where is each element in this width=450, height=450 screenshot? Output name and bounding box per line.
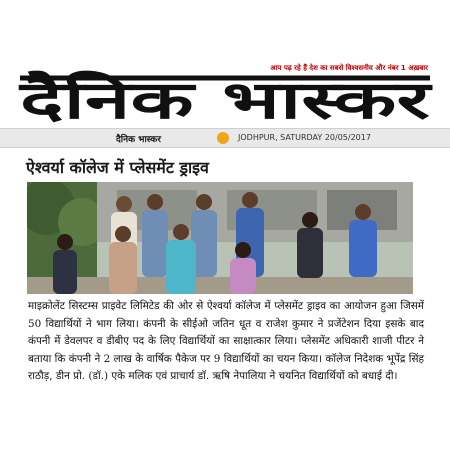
group-photo-icon (27, 182, 413, 294)
dateline: JODHPUR, SATURDAY 20/05/2017 (238, 133, 371, 142)
sun-logo-icon (217, 132, 229, 144)
article-paragraph: माइक्रोलेंट सिस्टम्स प्राइवेट लिमिटेड की ओर से ऐश्वर्या कॉलेज में प्लेसमेंट ड्राइव का आयोजन हुआ जिसमें 50 विद्यार्थियों ने भाग लिया। कंपनी के सीईओ जतिन धूत व राजेश कुमार ने प्रजेंटेशन दिया इसके बाद कंपनी में डेवलपर व डीबीए पद के लिए विद्यार्थियों का साक्षात्कार लिया। प्लेसमेंट अधिकारी शाजी पीटर ने बताया कि कंपनी ने 2 लाख के वार्षिक पैकेज पर 9 विद्यार्थियों का चयन किया। कॉलेज निदेशक भूपेंद्र सिंह राठौड़, डीन प्रो. (डॉ.) एके मलिक एवं प्राचार्य डॉ. ऋषि नेपालिया ने चयनित विद्यार्थियों को बधाई दी। (28, 300, 424, 383)
newspaper-logo (12, 68, 438, 126)
logo-text: दैनिक भास्कर (20, 71, 280, 126)
article-headline: ऐश्वर्या कॉलेज में प्लेसमेंट ड्राइव (26, 158, 209, 177)
info-bar (0, 128, 450, 148)
article-body (28, 298, 424, 386)
masthead-tagline: आप पढ़ रहे हैं देश का सबसे विश्वसनीय और नंबर 1 अख़बार (270, 64, 428, 72)
infobar-brand: दैनिक भास्कर (116, 135, 161, 145)
